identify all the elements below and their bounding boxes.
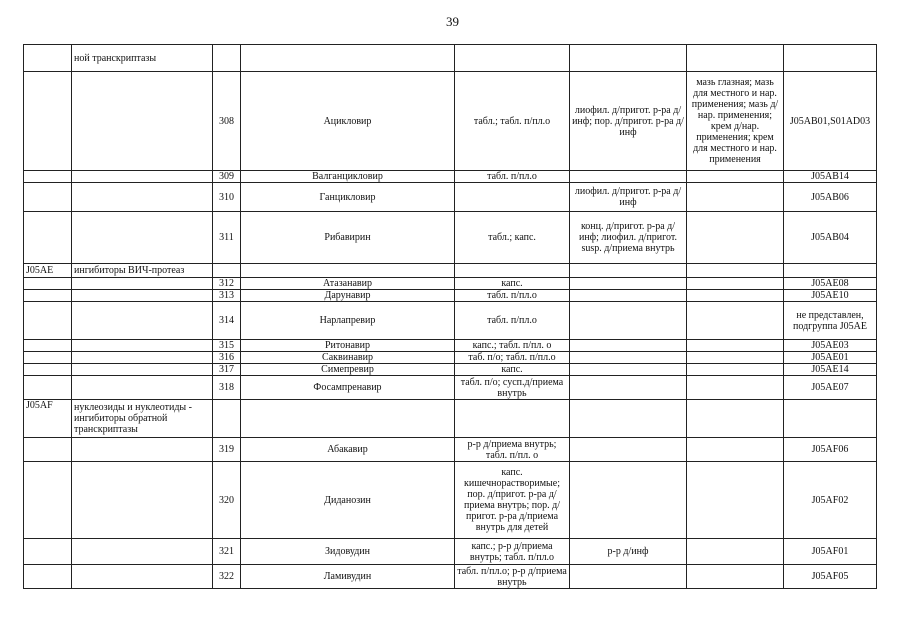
group-name bbox=[72, 72, 213, 171]
drug-name: Ганцикловир bbox=[241, 183, 455, 212]
row-number bbox=[213, 400, 241, 438]
atc-code: J05AE01 bbox=[784, 352, 877, 364]
drug-name: Фосампренавир bbox=[241, 376, 455, 400]
atc-group-code bbox=[24, 45, 72, 72]
row-number: 315 bbox=[213, 340, 241, 352]
row-number: 318 bbox=[213, 376, 241, 400]
dosage-form-oral: табл. п/пл.о bbox=[455, 302, 570, 340]
dosage-form-topical bbox=[687, 340, 784, 352]
dosage-form-oral: табл. п/пл.о; р-р д/приема внутрь bbox=[455, 565, 570, 589]
dosage-form-oral: капс. кишечнорастворимые; пор. д/пригот. р-ра д/приема внутрь; пор. д/пригот. р-ра д/приема внутрь для детей bbox=[455, 462, 570, 539]
dosage-form-oral: капс.; табл. п/пл. о bbox=[455, 340, 570, 352]
table-row bbox=[24, 264, 877, 278]
group-name bbox=[72, 352, 213, 364]
drug-name: Ритонавир bbox=[241, 340, 455, 352]
row-number: 317 bbox=[213, 364, 241, 376]
drug-name: Нарлапревир bbox=[241, 302, 455, 340]
group-name bbox=[72, 183, 213, 212]
dosage-form-injection bbox=[570, 462, 687, 539]
dosage-form-topical bbox=[687, 376, 784, 400]
row-number: 313 bbox=[213, 290, 241, 302]
dosage-form-topical bbox=[687, 364, 784, 376]
dosage-form-topical bbox=[687, 290, 784, 302]
dosage-form-injection bbox=[570, 264, 687, 278]
group-name bbox=[72, 278, 213, 290]
row-number: 320 bbox=[213, 462, 241, 539]
dosage-form-injection bbox=[570, 171, 687, 183]
drug-name bbox=[241, 45, 455, 72]
dosage-form-topical bbox=[687, 352, 784, 364]
row-number: 319 bbox=[213, 438, 241, 462]
atc-code: J05AF02 bbox=[784, 462, 877, 539]
atc-group-code bbox=[24, 352, 72, 364]
row-number: 310 bbox=[213, 183, 241, 212]
dosage-form-topical bbox=[687, 565, 784, 589]
atc-code: J05AE07 bbox=[784, 376, 877, 400]
row-number: 308 bbox=[213, 72, 241, 171]
dosage-form-injection bbox=[570, 438, 687, 462]
table-row bbox=[24, 438, 877, 462]
dosage-form-oral bbox=[455, 183, 570, 212]
group-name bbox=[72, 364, 213, 376]
atc-group-code bbox=[24, 340, 72, 352]
drug-table bbox=[23, 44, 877, 589]
table-row bbox=[24, 352, 877, 364]
dosage-form-topical bbox=[687, 539, 784, 565]
drug-name: Ламивудин bbox=[241, 565, 455, 589]
group-name bbox=[72, 462, 213, 539]
drug-table-body bbox=[24, 45, 877, 589]
table-row bbox=[24, 565, 877, 589]
atc-code: J05AB01,S01AD03 bbox=[784, 72, 877, 171]
dosage-form-topical bbox=[687, 278, 784, 290]
dosage-form-topical: мазь глазная; мазь для местного и нар. применения; мазь д/нар. применения; крем д/нар. применения; крем для местного и нар. применения bbox=[687, 72, 784, 171]
group-name: ной транскриптазы bbox=[72, 45, 213, 72]
row-number bbox=[213, 264, 241, 278]
dosage-form-topical bbox=[687, 171, 784, 183]
dosage-form-oral: табл. п/пл.о bbox=[455, 171, 570, 183]
dosage-form-oral: р-р д/приема внутрь; табл. п/пл. о bbox=[455, 438, 570, 462]
dosage-form-oral: капс. bbox=[455, 364, 570, 376]
table-row bbox=[24, 183, 877, 212]
dosage-form-topical bbox=[687, 462, 784, 539]
atc-group-code bbox=[24, 171, 72, 183]
group-name bbox=[72, 340, 213, 352]
atc-code bbox=[784, 45, 877, 72]
atc-code bbox=[784, 264, 877, 278]
atc-group-code bbox=[24, 72, 72, 171]
group-name: ингибиторы ВИЧ-протеаз bbox=[72, 264, 213, 278]
atc-code: J05AE08 bbox=[784, 278, 877, 290]
group-name bbox=[72, 565, 213, 589]
drug-name: Ацикловир bbox=[241, 72, 455, 171]
row-number: 314 bbox=[213, 302, 241, 340]
dosage-form-topical bbox=[687, 400, 784, 438]
drug-name bbox=[241, 400, 455, 438]
drug-name: Саквинавир bbox=[241, 352, 455, 364]
dosage-form-injection bbox=[570, 45, 687, 72]
dosage-form-oral bbox=[455, 264, 570, 278]
atc-code: J05AE10 bbox=[784, 290, 877, 302]
atc-code: J05AF06 bbox=[784, 438, 877, 462]
atc-code: J05AB06 bbox=[784, 183, 877, 212]
atc-group-code: J05AF bbox=[24, 400, 72, 438]
group-name bbox=[72, 376, 213, 400]
atc-group-code bbox=[24, 565, 72, 589]
atc-group-code bbox=[24, 290, 72, 302]
group-name bbox=[72, 171, 213, 183]
atc-code: J05AF05 bbox=[784, 565, 877, 589]
dosage-form-injection bbox=[570, 364, 687, 376]
dosage-form-injection bbox=[570, 302, 687, 340]
group-name: нуклеозиды и нуклеотиды - ингибиторы обратной транскриптазы bbox=[72, 400, 213, 438]
atc-group-code bbox=[24, 376, 72, 400]
dosage-form-oral: капс. bbox=[455, 278, 570, 290]
group-name bbox=[72, 290, 213, 302]
group-name bbox=[72, 302, 213, 340]
table-row bbox=[24, 400, 877, 438]
atc-group-code bbox=[24, 364, 72, 376]
dosage-form-oral: капс.; р-р д/приема внутрь; табл. п/пл.о bbox=[455, 539, 570, 565]
dosage-form-injection bbox=[570, 400, 687, 438]
table-row bbox=[24, 302, 877, 340]
table-row bbox=[24, 462, 877, 539]
dosage-form-topical bbox=[687, 438, 784, 462]
dosage-form-oral: табл.; табл. п/пл.о bbox=[455, 72, 570, 171]
atc-code: J05AB04 bbox=[784, 212, 877, 264]
drug-name: Диданозин bbox=[241, 462, 455, 539]
table-row bbox=[24, 45, 877, 72]
atc-group-code bbox=[24, 302, 72, 340]
table-row bbox=[24, 340, 877, 352]
dosage-form-injection bbox=[570, 376, 687, 400]
table-row bbox=[24, 376, 877, 400]
row-number: 322 bbox=[213, 565, 241, 589]
drug-name: Дарунавир bbox=[241, 290, 455, 302]
atc-code: J05AF01 bbox=[784, 539, 877, 565]
dosage-form-topical bbox=[687, 264, 784, 278]
atc-group-code bbox=[24, 438, 72, 462]
dosage-form-injection: конц. д/пригот. р-ра д/инф; лиофил. д/пригот. susp. д/приема внутрь bbox=[570, 212, 687, 264]
table-row bbox=[24, 364, 877, 376]
dosage-form-topical bbox=[687, 45, 784, 72]
group-name bbox=[72, 438, 213, 462]
group-name bbox=[72, 212, 213, 264]
atc-code: J05AE14 bbox=[784, 364, 877, 376]
drug-name: Симепревир bbox=[241, 364, 455, 376]
table-row bbox=[24, 72, 877, 171]
dosage-form-injection bbox=[570, 278, 687, 290]
atc-code bbox=[784, 400, 877, 438]
row-number bbox=[213, 45, 241, 72]
dosage-form-topical bbox=[687, 183, 784, 212]
dosage-form-oral: табл.; капс. bbox=[455, 212, 570, 264]
table-row bbox=[24, 212, 877, 264]
atc-group-code bbox=[24, 183, 72, 212]
row-number: 316 bbox=[213, 352, 241, 364]
atc-group-code bbox=[24, 212, 72, 264]
dosage-form-injection: р-р д/инф bbox=[570, 539, 687, 565]
dosage-form-oral bbox=[455, 400, 570, 438]
group-name bbox=[72, 539, 213, 565]
drug-name bbox=[241, 264, 455, 278]
atc-group-code bbox=[24, 539, 72, 565]
drug-name: Зидовудин bbox=[241, 539, 455, 565]
row-number: 311 bbox=[213, 212, 241, 264]
table-row bbox=[24, 171, 877, 183]
table-row bbox=[24, 290, 877, 302]
dosage-form-oral: табл. п/о; сусп.д/приема внутрь bbox=[455, 376, 570, 400]
atc-code: не представлен, подгруппа J05AE bbox=[784, 302, 877, 340]
dosage-form-injection bbox=[570, 352, 687, 364]
table-row bbox=[24, 278, 877, 290]
dosage-form-topical bbox=[687, 302, 784, 340]
row-number: 309 bbox=[213, 171, 241, 183]
page-number: 39 bbox=[446, 14, 459, 29]
dosage-form-injection bbox=[570, 565, 687, 589]
drug-name: Рибавирин bbox=[241, 212, 455, 264]
dosage-form-injection bbox=[570, 340, 687, 352]
atc-code: J05AB14 bbox=[784, 171, 877, 183]
dosage-form-oral bbox=[455, 45, 570, 72]
dosage-form-injection: лиофил. д/пригот. р-ра д/инф bbox=[570, 183, 687, 212]
dosage-form-injection: лиофил. д/пригот. р-ра д/инф; пор. д/пригот. р-ра д/инф bbox=[570, 72, 687, 171]
drug-name: Валганцикловир bbox=[241, 171, 455, 183]
dosage-form-topical bbox=[687, 212, 784, 264]
dosage-form-injection bbox=[570, 290, 687, 302]
drug-name: Атазанавир bbox=[241, 278, 455, 290]
row-number: 321 bbox=[213, 539, 241, 565]
drug-name: Абакавир bbox=[241, 438, 455, 462]
dosage-form-oral: табл. п/пл.о bbox=[455, 290, 570, 302]
atc-group-code bbox=[24, 462, 72, 539]
row-number: 312 bbox=[213, 278, 241, 290]
dosage-form-oral: таб. п/о; табл. п/пл.о bbox=[455, 352, 570, 364]
table-row bbox=[24, 539, 877, 565]
atc-group-code bbox=[24, 278, 72, 290]
atc-code: J05AE03 bbox=[784, 340, 877, 352]
atc-group-code: J05AE bbox=[24, 264, 72, 278]
